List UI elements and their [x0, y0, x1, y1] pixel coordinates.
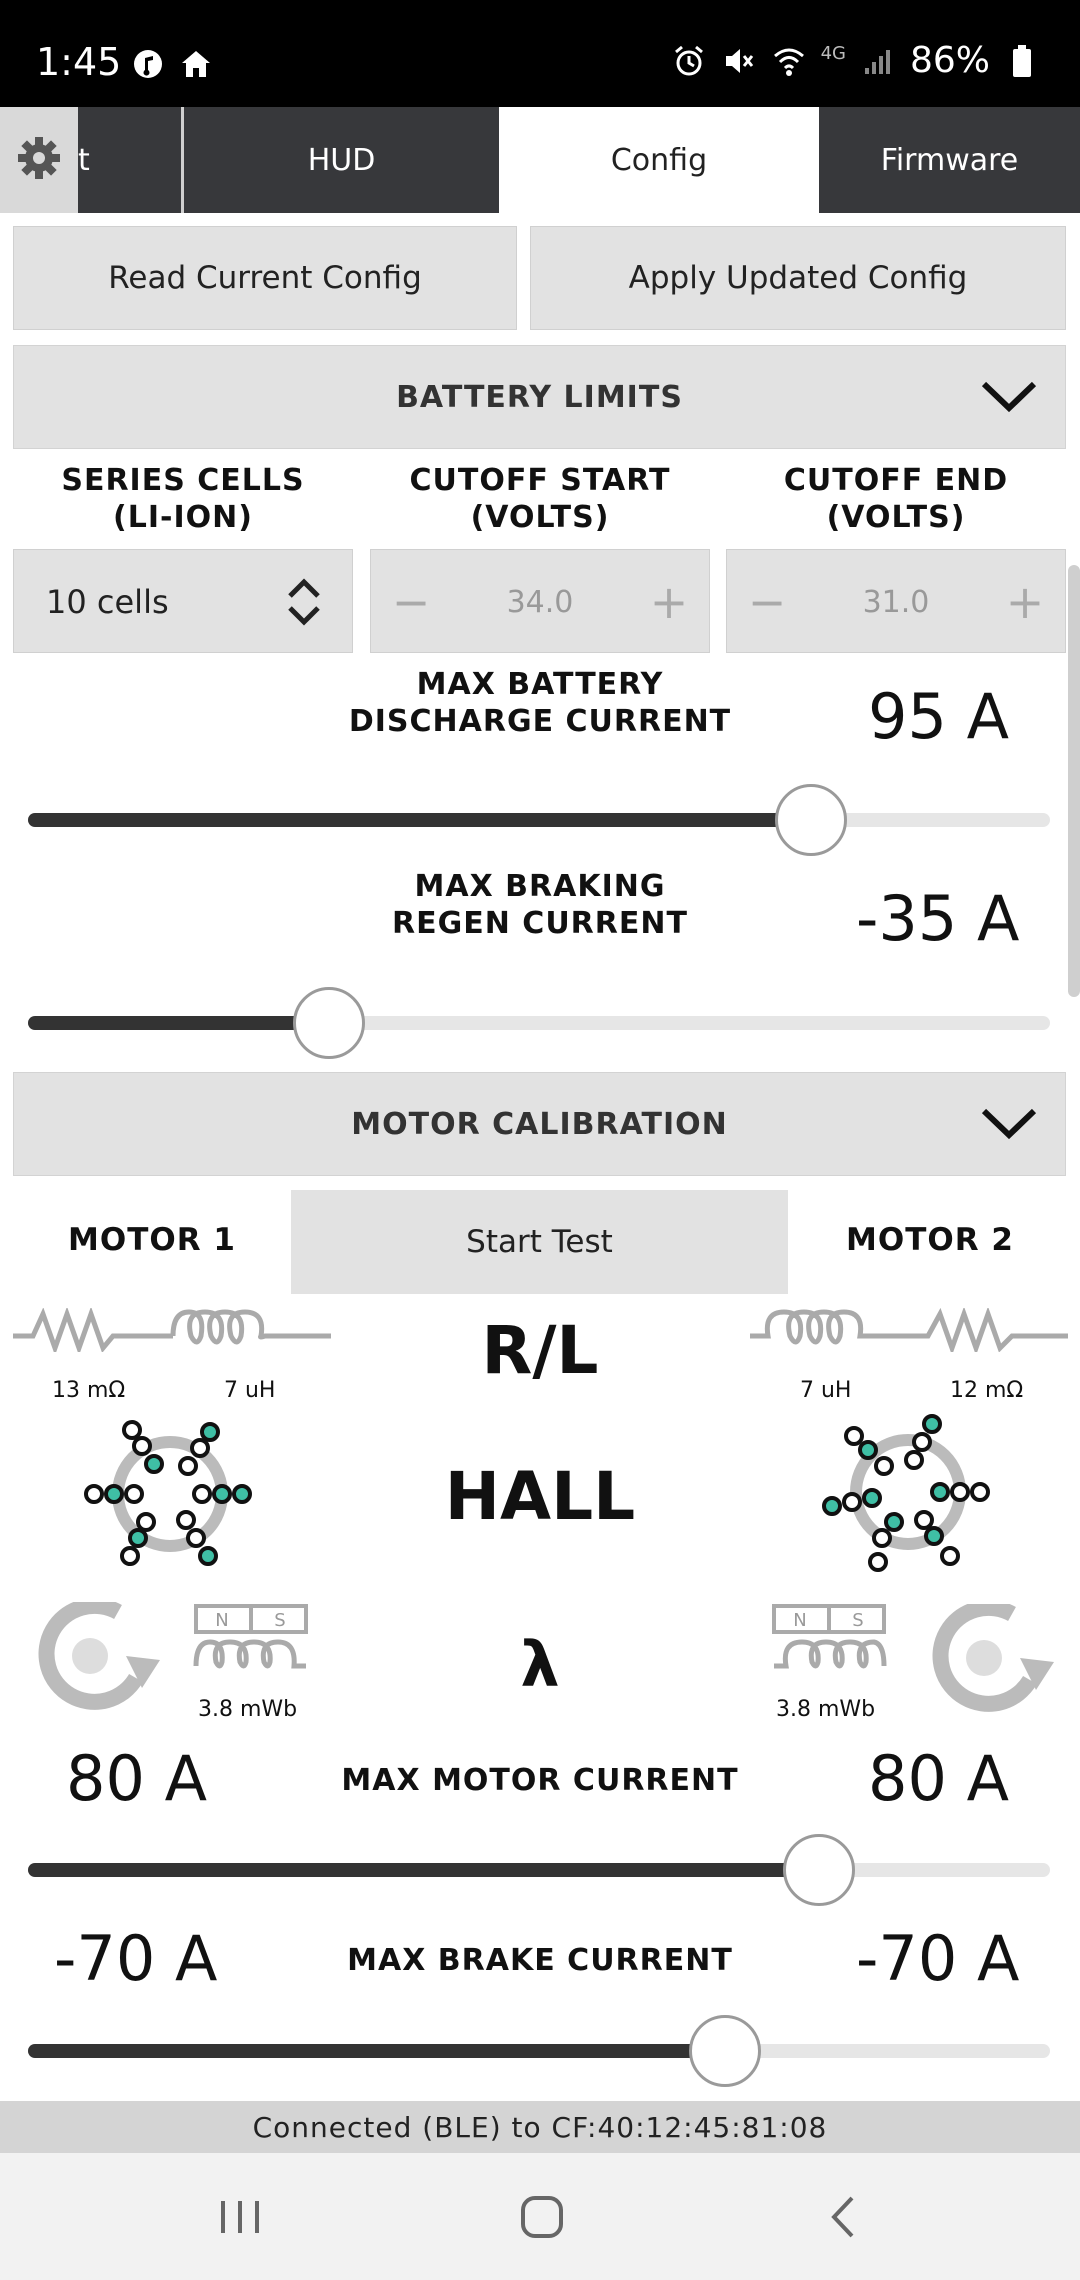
magnet-n-label: N [215, 1610, 229, 1631]
signal-icon [860, 43, 896, 79]
start-test-button[interactable]: Start Test [291, 1190, 788, 1294]
back-button[interactable] [784, 2153, 904, 2280]
series-cells-value: 10 cells [46, 583, 169, 621]
battery-icon [1004, 43, 1040, 79]
max-motor-current-label: MAX MOTOR CURRENT [341, 1763, 739, 1798]
motor1-magnet-coil-icon [192, 1604, 310, 1676]
cutoff-end-increment[interactable]: + [1005, 575, 1045, 629]
motor2-flux: 3.8 mWb [776, 1697, 876, 1722]
tab-bar [0, 107, 1080, 213]
battery-percent: 86% [909, 40, 990, 81]
status-left-icons [130, 46, 214, 82]
recents-icon [217, 2197, 263, 2237]
series-cells-label: SERIES CELLS (LI-ION) [61, 463, 305, 535]
max-discharge-value: 95 A [868, 680, 1010, 753]
max-motor-current-slider[interactable] [28, 1863, 1050, 1877]
motor1-resistance: 13 mΩ [52, 1378, 126, 1403]
cutoff-start-decrement[interactable]: − [391, 575, 431, 629]
tab-config[interactable]: Config [499, 107, 819, 213]
motor2-magnet-coil-icon [770, 1604, 888, 1676]
slider-thumb[interactable] [783, 1834, 855, 1906]
max-discharge-label: MAX BATTERY DISCHARGE CURRENT [348, 667, 732, 739]
motor2-hall-sensor-icon [818, 1412, 998, 1574]
hall-label: HALL [444, 1458, 636, 1535]
section-title: MOTOR CALIBRATION [351, 1106, 728, 1142]
status-right [671, 40, 1040, 81]
apply-config-button[interactable]: Apply Updated Config [530, 226, 1066, 330]
motor1-flux: 3.8 mWb [198, 1697, 298, 1722]
slider-thumb[interactable] [293, 987, 365, 1059]
slider-thumb[interactable] [775, 784, 847, 856]
cutoff-start-increment[interactable]: + [649, 575, 689, 629]
motor1-hall-sensor-icon [80, 1418, 260, 1570]
motor2-brake-current: -70 A [856, 1922, 1020, 1995]
gear-icon [15, 134, 63, 186]
motor1-rl-diagram-icon [13, 1308, 331, 1352]
motor2-rotation-icon [932, 1604, 1056, 1712]
magnet-s-label: S [852, 1610, 864, 1631]
recents-button[interactable] [180, 2153, 300, 2280]
series-cells-select[interactable] [13, 549, 353, 653]
cutoff-end-value: 31.0 [862, 584, 930, 620]
scrollbar[interactable] [1068, 565, 1080, 997]
cutoff-start-value: 34.0 [506, 584, 574, 620]
mute-icon [721, 43, 757, 79]
tab-hud[interactable]: HUD [307, 142, 376, 178]
wifi-icon [771, 43, 807, 79]
cutoff-end-label: CUTOFF END (VOLTS) [783, 463, 1009, 535]
home-button[interactable] [482, 2153, 602, 2280]
cutoff-end-stepper [726, 549, 1066, 653]
motor2-inductance: 7 uH [800, 1378, 852, 1403]
status-bar [0, 0, 1080, 107]
tab-firmware[interactable]: Firmware [880, 142, 1019, 178]
motor2-label: MOTOR 2 [846, 1222, 1014, 1258]
section-title: BATTERY LIMITS [396, 379, 683, 415]
network-type: 4G [820, 43, 846, 64]
cutoff-start-stepper [370, 549, 710, 653]
status-time: 1:45 [36, 40, 122, 84]
slider-fill [28, 2044, 725, 2058]
music-icon [130, 46, 166, 82]
max-brake-current-slider[interactable] [28, 2044, 1050, 2058]
system-nav-bar [0, 2153, 1080, 2280]
motor2-max-current: 80 A [868, 1742, 1010, 1815]
slider-fill [28, 813, 811, 827]
slider-thumb[interactable] [689, 2015, 761, 2087]
tab-partial[interactable]: t [78, 142, 90, 178]
motor1-brake-current: -70 A [54, 1922, 218, 1995]
magnet-s-label: S [274, 1610, 286, 1631]
magnet-n-label: N [793, 1610, 807, 1631]
cutoff-start-label: CUTOFF START (VOLTS) [409, 463, 671, 535]
motor1-label: MOTOR 1 [68, 1222, 236, 1258]
up-down-arrows-icon [284, 572, 324, 632]
alarm-icon [671, 43, 707, 79]
back-icon [824, 2194, 864, 2240]
motor1-rotation-icon [38, 1602, 162, 1710]
max-discharge-slider[interactable] [28, 813, 1050, 827]
cutoff-end-decrement[interactable]: − [747, 575, 787, 629]
max-brake-current-label: MAX BRAKE CURRENT [347, 1943, 733, 1978]
motor2-rl-diagram-icon [750, 1308, 1068, 1352]
max-regen-slider[interactable] [28, 1016, 1050, 1030]
slider-fill [28, 1863, 819, 1877]
home-icon [178, 46, 214, 82]
settings-tab[interactable] [0, 107, 78, 213]
motor1-max-current: 80 A [66, 1742, 208, 1815]
motor2-resistance: 12 mΩ [950, 1378, 1024, 1403]
chevron-down-icon [979, 1103, 1039, 1143]
slider-fill [28, 1016, 329, 1030]
battery-limits-header[interactable] [13, 345, 1066, 449]
max-regen-value: -35 A [856, 882, 1020, 955]
home-nav-icon [519, 2194, 565, 2240]
read-config-button[interactable]: Read Current Config [13, 226, 517, 330]
chevron-down-icon [979, 376, 1039, 416]
motor1-inductance: 7 uH [224, 1378, 276, 1403]
connection-status: Connected (BLE) to CF:40:12:45:81:08 [0, 2101, 1080, 2153]
rl-label: R/L [481, 1312, 599, 1389]
motor-calibration-header[interactable] [13, 1072, 1066, 1176]
lambda-label: λ [520, 1628, 560, 1701]
max-regen-label: MAX BRAKING REGEN CURRENT [392, 869, 688, 941]
